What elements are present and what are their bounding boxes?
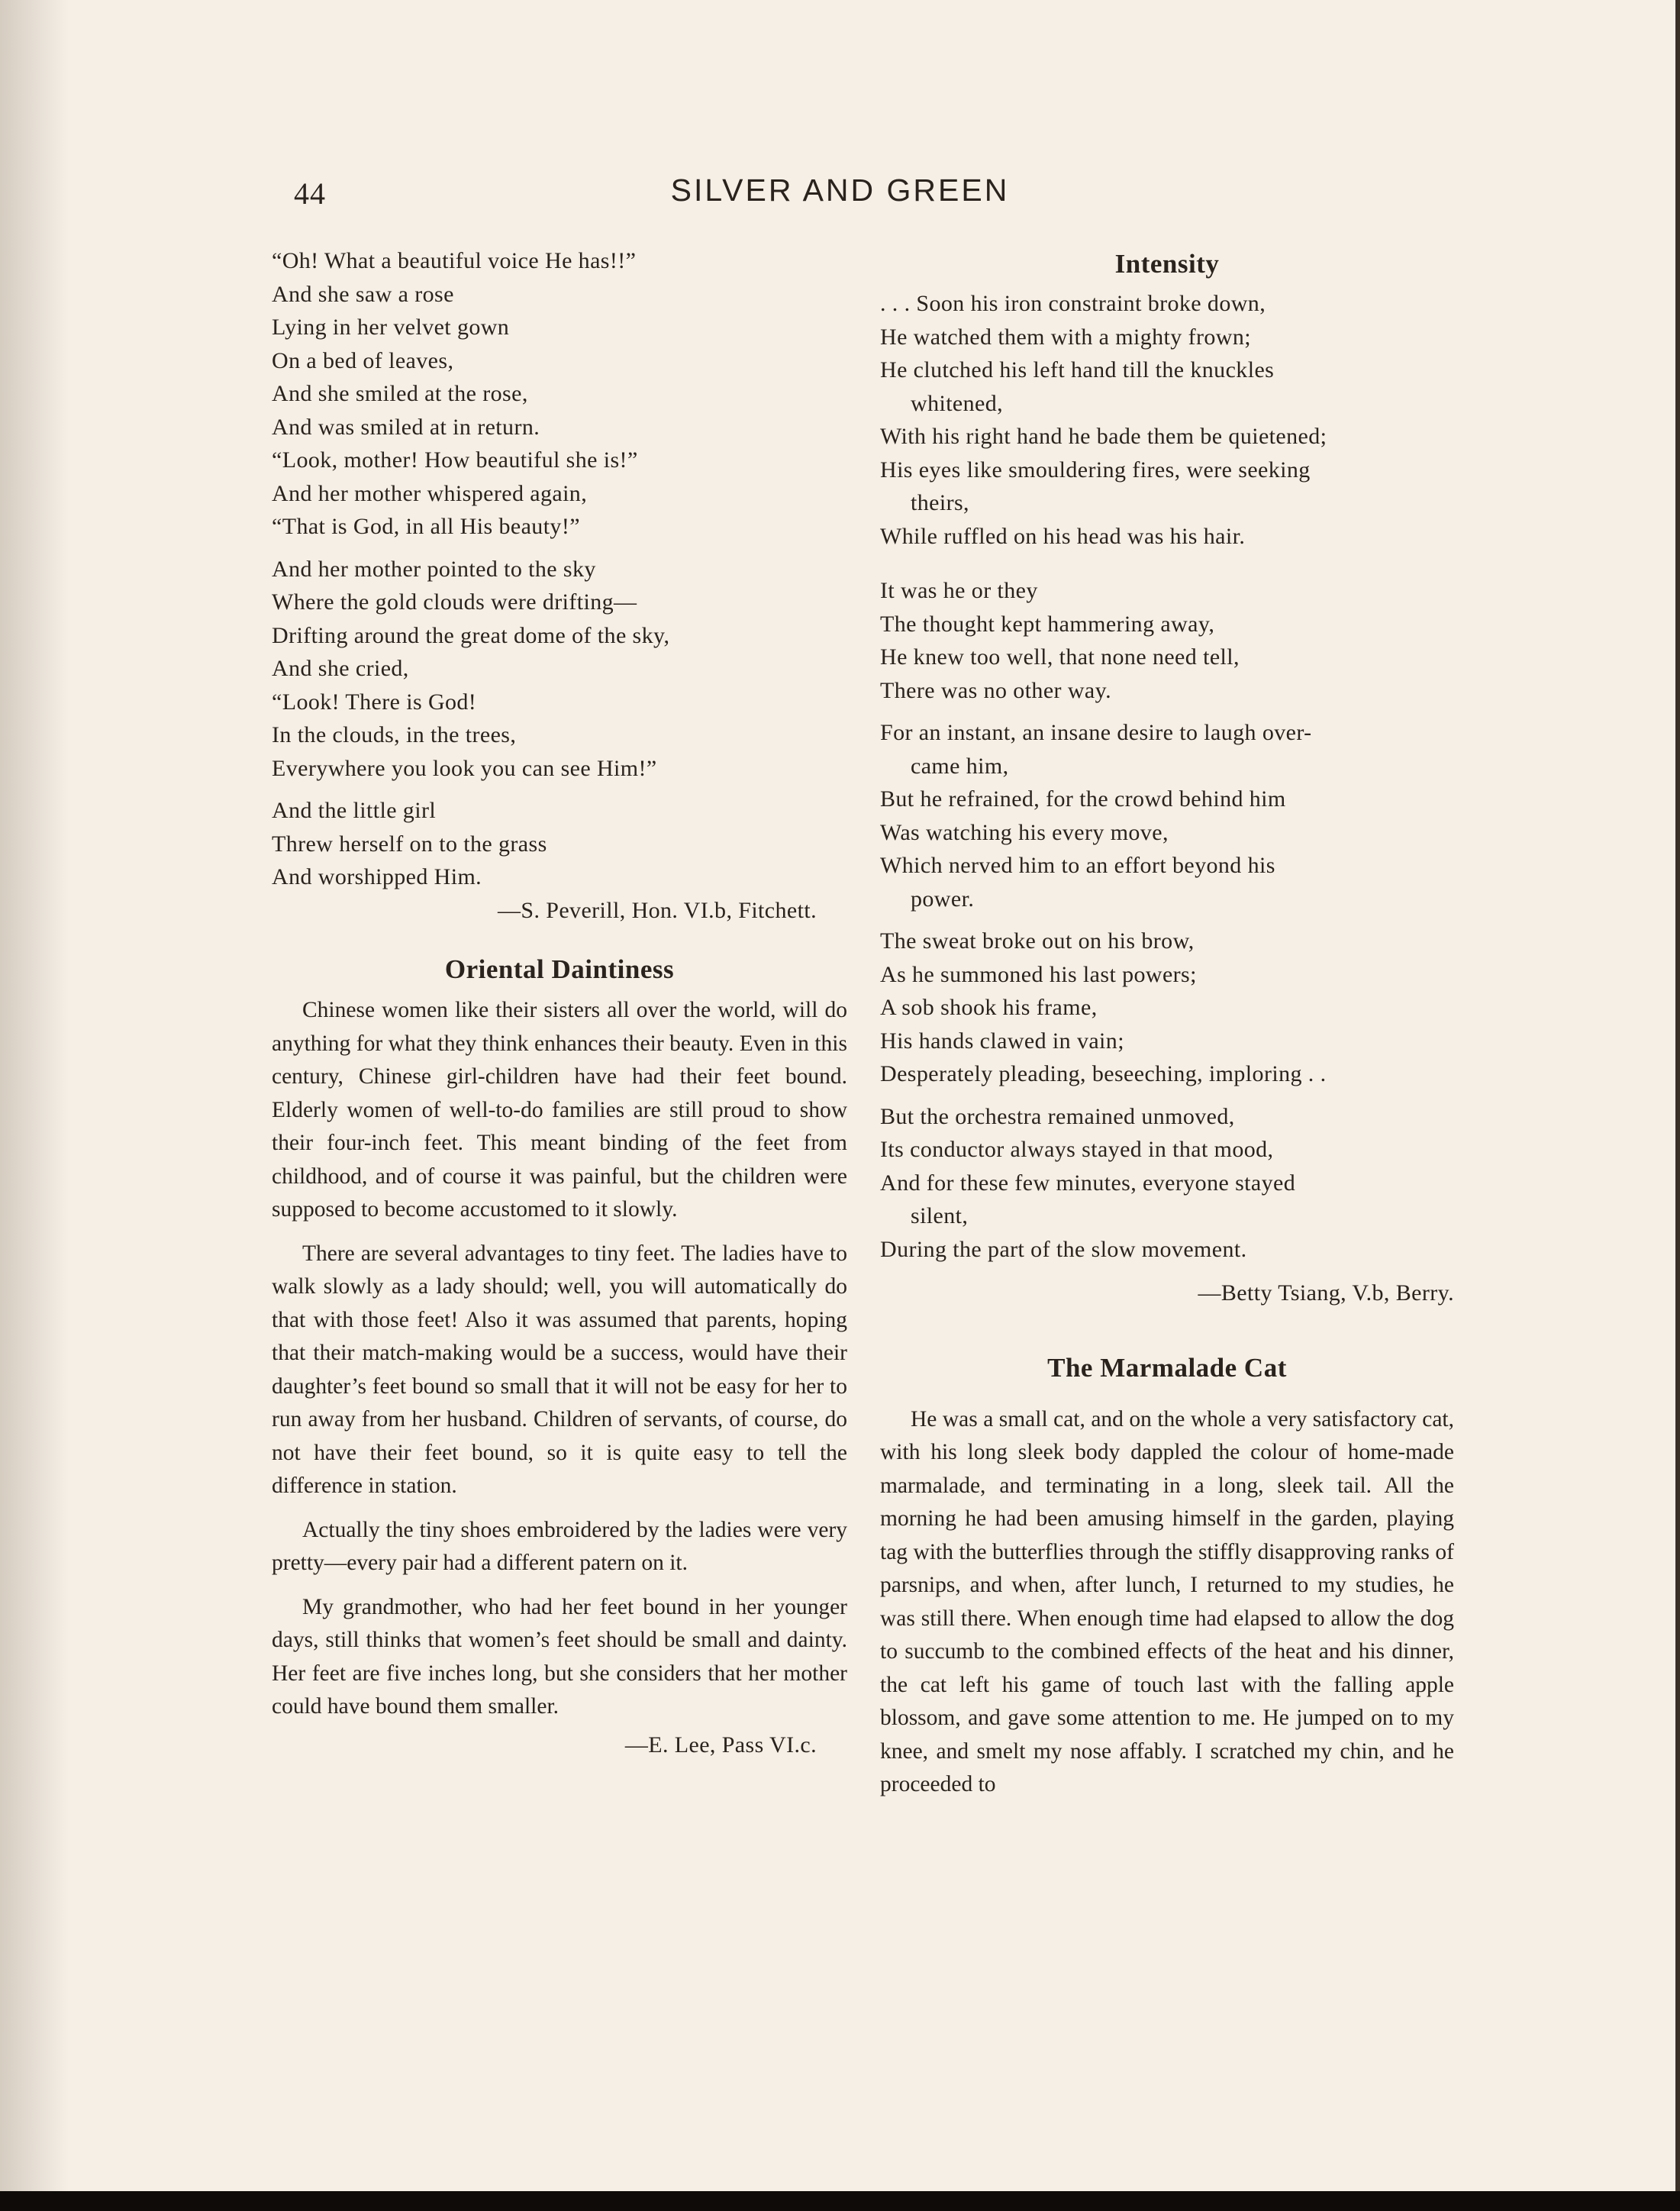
verse-line: And she cried, xyxy=(272,656,409,681)
poem-stanza-1 xyxy=(272,244,847,544)
verse-line: came him, xyxy=(911,753,1009,779)
verse-line: While ruffled on his head was his hair. xyxy=(880,523,1246,549)
scan-bottom-edge xyxy=(0,2191,1680,2211)
intensity-stanza-5 xyxy=(880,1100,1454,1267)
binding-shadow xyxy=(0,0,69,2191)
story-title: The Marmalade Cat xyxy=(1047,1352,1287,1383)
verse-line: It was he or they xyxy=(880,578,1038,603)
verse-line: A sob shook his frame, xyxy=(880,995,1098,1020)
verse-line: And she saw a rose xyxy=(272,281,454,307)
verse-line: “Look! There is God! xyxy=(272,689,477,715)
verse-line: silent, xyxy=(911,1203,969,1228)
verse-line: And was smiled at in return. xyxy=(272,414,540,440)
verse-line: He watched them with a mighty frown; xyxy=(880,324,1251,350)
verse-line: . . . Soon his iron constraint broke down, xyxy=(880,291,1266,316)
verse-line: There was no other way. xyxy=(880,677,1111,703)
verse-line: On a bed of leaves, xyxy=(272,347,454,373)
intensity-stanza-3 xyxy=(880,716,1454,915)
verse-line: Was watching his every move, xyxy=(880,819,1169,845)
poem-title: Intensity xyxy=(1114,249,1220,279)
verse-line: Desperately pleading, beseeching, imploring . . xyxy=(880,1061,1327,1086)
verse-line: Lying in her velvet gown xyxy=(272,315,510,340)
article-paragraph: Actually the tiny shoes embroidered by the ladies were very pretty—every pair had a different patern on it. xyxy=(272,1517,847,1575)
verse-line: The thought kept hammering away, xyxy=(880,611,1215,637)
article-attribution: —E. Lee, Pass VI.c. xyxy=(624,1732,817,1758)
verse-line: The sweat broke out on his brow, xyxy=(880,928,1195,954)
intensity-stanza-1 xyxy=(880,287,1454,553)
verse-line: “That is God, in all His beauty!” xyxy=(272,514,580,539)
verse-line: As he summoned his last powers; xyxy=(880,961,1197,987)
verse-line: Its conductor always stayed in that mood, xyxy=(880,1137,1274,1162)
poem-stanza-2 xyxy=(272,553,847,786)
verse-line: And worshipped Him. xyxy=(272,864,482,889)
verse-line: His hands clawed in vain; xyxy=(880,1028,1124,1054)
verse-line: And her mother whispered again, xyxy=(272,480,588,506)
verse-line: And she smiled at the rose, xyxy=(272,381,528,406)
verse-line: And for these few minutes, everyone stayed xyxy=(880,1170,1296,1196)
article-paragraph: My grandmother, who had her feet bound in her younger days, still thinks that women’s feet should be small and dainty. Her feet are five inches long, but she considers that her mother could have bound them smaller. xyxy=(272,1594,847,1719)
article-body xyxy=(272,994,847,1724)
intensity-stanza-2 xyxy=(880,574,1454,707)
right-column xyxy=(880,244,1454,1802)
verse-line: With his right hand he bade them be quietened; xyxy=(880,424,1327,449)
verse-line: Which nerved him to an effort beyond his xyxy=(880,853,1275,878)
verse-line: Drifting around the great dome of the sky, xyxy=(272,622,670,648)
verse-line: theirs, xyxy=(911,490,969,515)
verse-line: In the clouds, in the trees, xyxy=(272,722,517,747)
poem-attribution: —S. Peverill, Hon. VI.b, Fitchett. xyxy=(497,897,817,923)
verse-line: power. xyxy=(911,886,975,912)
verse-line: But the orchestra remained unmoved, xyxy=(880,1103,1235,1129)
article-title: Oriental Daintiness xyxy=(444,954,675,984)
running-head: SILVER AND GREEN xyxy=(670,173,1010,208)
article-paragraph: There are several advantages to tiny feet. The ladies have to walk slowly as a lady should; well, you will automatically do that with those feet! Also it was assumed that parents, hoping that their match-making would be a success, would have their daughter’s feet bound so small that it will not be easy for her to run away from her husband. Children of servants, of course, do not have their feet bound, so it is quite easy to tell the difference in station. xyxy=(272,1241,847,1498)
verse-line: He knew too well, that none need tell, xyxy=(880,644,1240,670)
verse-line: Where the gold clouds were drifting— xyxy=(272,589,637,615)
verse-line: Everywhere you look you can see Him!” xyxy=(272,755,657,781)
verse-line: whitened, xyxy=(911,390,1004,416)
intensity-stanza-4 xyxy=(880,925,1454,1091)
article-paragraph: Chinese women like their sisters all over the world, will do anything for what they think enhances their beauty. Even in this century, Chinese girl-children have had their feet bound. Elderly women of well-to-do families are still proud to show their four-inch feet. This meant binding of the feet from childhood, and of course it was painful, but the children were supposed to become accustomed to it slowly. xyxy=(272,998,847,1222)
page-right-edge xyxy=(1675,0,1680,2191)
verse-line: “Oh! What a beautiful voice He has!!” xyxy=(272,248,637,273)
verse-line: For an instant, an insane desire to laugh over- xyxy=(880,720,1312,745)
verse-line: But he refrained, for the crowd behind him xyxy=(880,786,1286,812)
intensity-attribution: —Betty Tsiang, V.b, Berry. xyxy=(1198,1280,1454,1306)
verse-line: And her mother pointed to the sky xyxy=(272,556,596,582)
page-number: 44 xyxy=(294,176,326,211)
verse-line: “Look, mother! How beautiful she is!” xyxy=(272,447,638,473)
poem-stanza-3 xyxy=(272,794,847,894)
verse-line: His eyes like smouldering fires, were seeking xyxy=(880,457,1311,483)
verse-line: He clutched his left hand till the knuckles xyxy=(880,357,1275,382)
verse-line: During the part of the slow movement. xyxy=(880,1236,1247,1262)
verse-line: And the little girl xyxy=(272,798,437,823)
verse-line: Threw herself on to the grass xyxy=(272,831,547,857)
left-column xyxy=(272,244,847,1761)
story-paragraph: He was a small cat, and on the whole a very satisfactory cat, with his long sleek body dappled the colour of home-made marmalade, and terminating in a long, sleek tail. All the morning he had been amusing himself in the garden, playing tag with the butterflies through the stiffly disapproving ranks of parsnips, and when, after lunch, I returned to my studies, he was still there. When enough time had elapsed to allow the dog to succumb to the combined effects of the heat and his dinner, the cat left his game of touch last with the falling apple blossom, and gave some attention to me. He jumped on to my knee, and smelt my nose affably. I scratched my chin, and he proceeded to xyxy=(880,1406,1454,1796)
